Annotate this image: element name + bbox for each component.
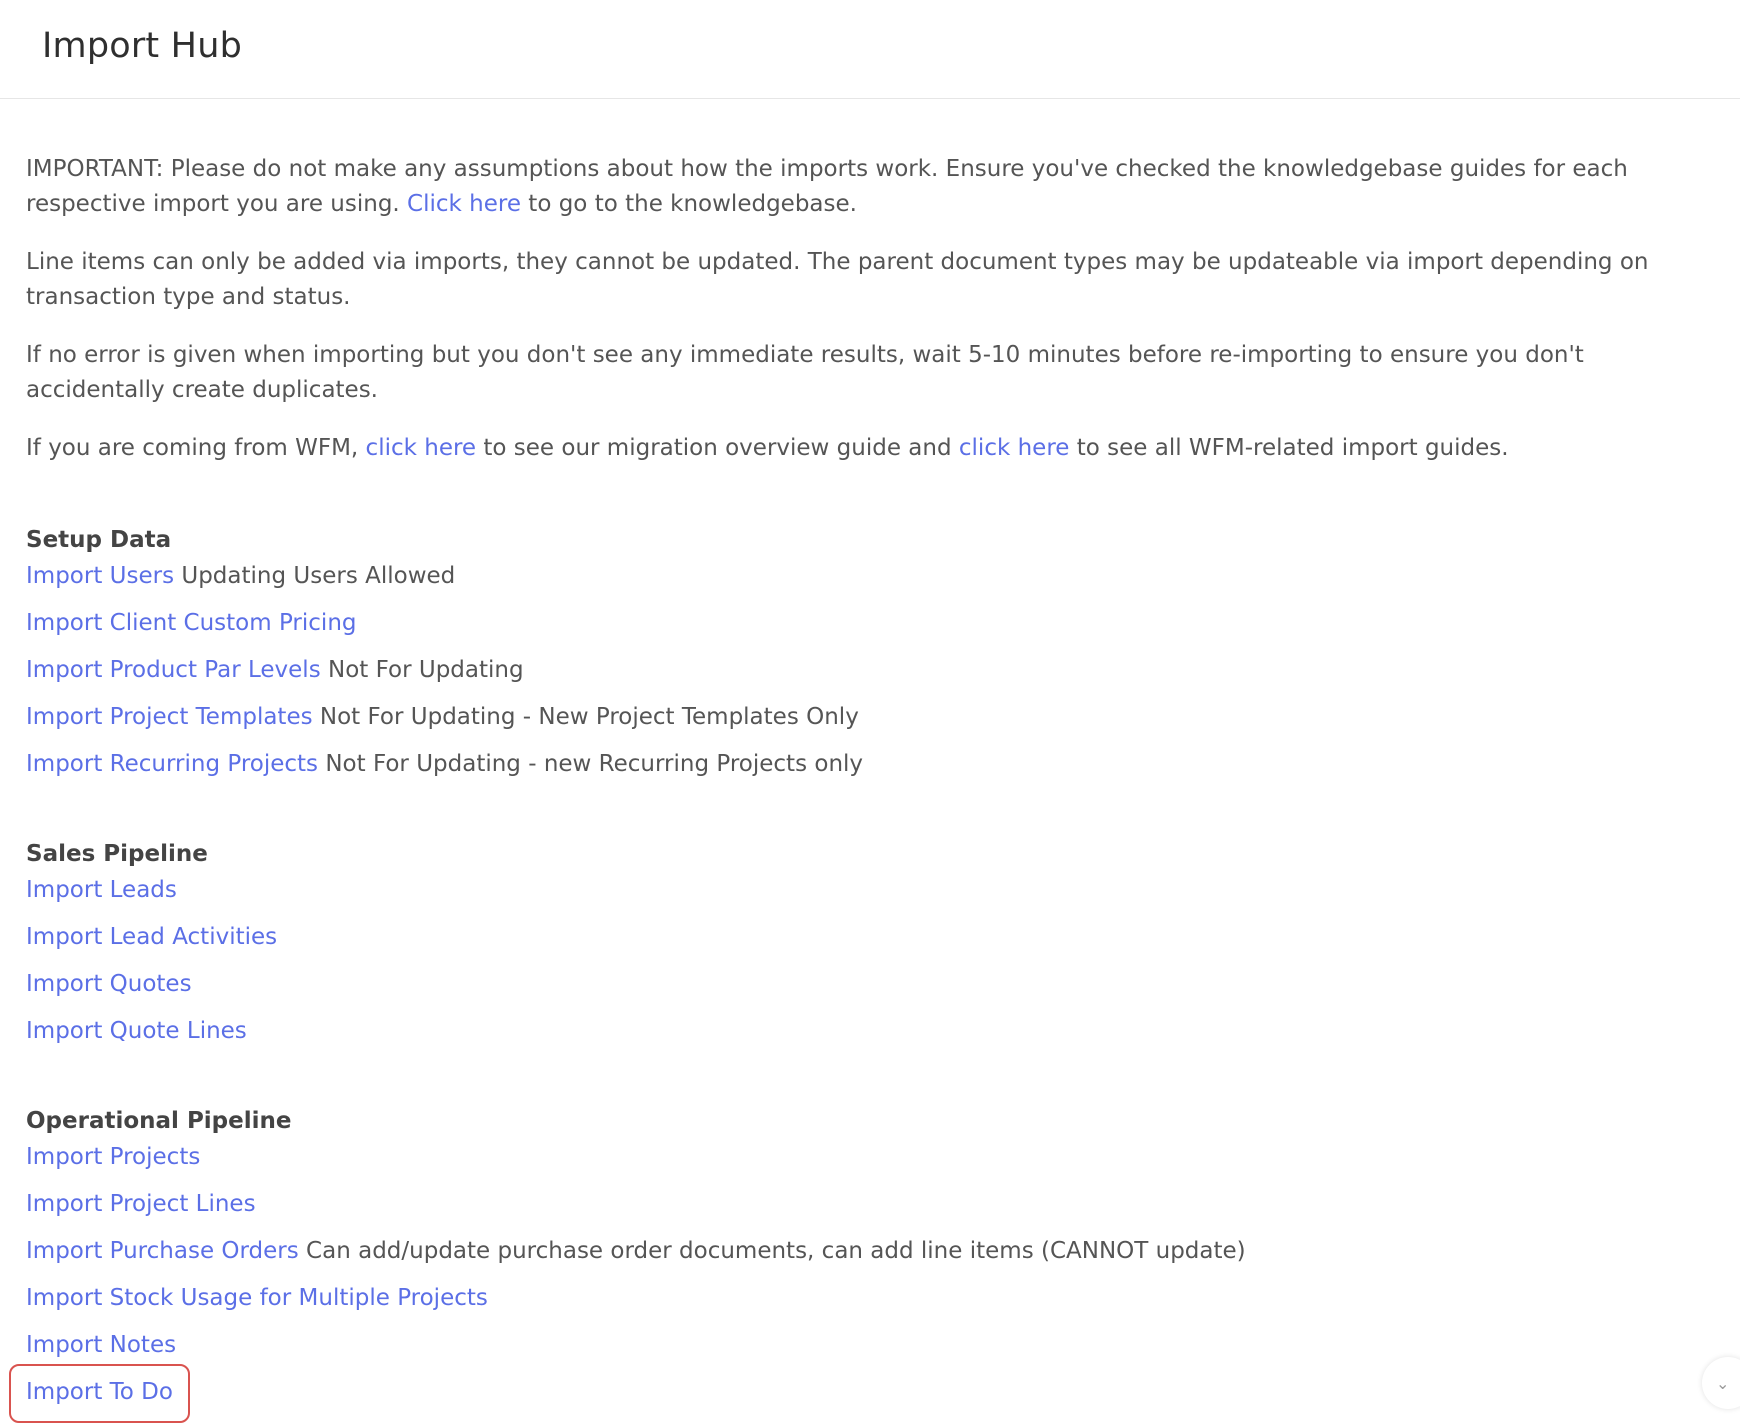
import-projects-link[interactable]: Import Projects (26, 1144, 201, 1170)
import-quotes-link[interactable]: Import Quotes (26, 971, 192, 997)
list-item (26, 1375, 173, 1410)
list-item (26, 1234, 1716, 1269)
import-product-par-levels-link[interactable]: Import Product Par Levels (26, 657, 321, 683)
import-project-lines-link[interactable]: Import Project Lines (26, 1191, 256, 1217)
list-item (26, 1014, 1716, 1049)
import-stock-usage-link[interactable]: Import Stock Usage for Multiple Projects (26, 1285, 488, 1311)
list-item (26, 559, 1716, 594)
chevron-down-icon: ⌄ (1716, 1373, 1730, 1393)
main-content (26, 152, 1716, 1422)
list-item (26, 920, 1716, 955)
section-title: Sales Pipeline (26, 841, 208, 867)
item-note: Not For Updating - New Project Templates Only (312, 704, 859, 730)
list-item (26, 1281, 1716, 1316)
list-item (26, 873, 1716, 908)
section-title: Setup Data (26, 527, 172, 553)
wfm-import-guides-link[interactable]: click here (958, 435, 1070, 461)
import-to-do-link[interactable]: Import To Do (26, 1379, 173, 1405)
list-item (26, 653, 1716, 688)
setup-data-section (26, 524, 1716, 782)
list-item (26, 967, 1716, 1002)
import-recurring-projects-link[interactable]: Import Recurring Projects (26, 751, 319, 777)
import-project-templates-link[interactable]: Import Project Templates (26, 704, 313, 730)
import-users-link[interactable]: Import Users (26, 563, 175, 589)
list-item (26, 1140, 1716, 1175)
line-items-note: Line items can only be added via imports, they cannot be updated. The parent document types may be updateable via import depending on transaction type and status. (26, 249, 1649, 310)
import-quote-lines-link[interactable]: Import Quote Lines (26, 1018, 247, 1044)
knowledgebase-link[interactable]: Click here (407, 191, 521, 217)
page-header (0, 0, 1740, 99)
list-item (26, 747, 1716, 782)
item-note: Not For Updating (320, 657, 524, 683)
sales-pipeline-section (26, 838, 1716, 1049)
section-title: Operational Pipeline (26, 1108, 292, 1134)
item-note: Updating Users Allowed (174, 563, 456, 589)
no-error-note: If no error is given when importing but you don't see any immediate results, wait 5-10 minutes before re-importing to ensure you don't accidentally create duplicates. (26, 342, 1584, 403)
import-client-custom-pricing-link[interactable]: Import Client Custom Pricing (26, 610, 357, 636)
import-purchase-orders-link[interactable]: Import Purchase Orders (26, 1238, 299, 1264)
list-item (26, 606, 1716, 641)
wfm-note: If you are coming from WFM, click here to see our migration overview guide and click here to see all WFM-related import guides. (26, 435, 1509, 461)
migration-guide-link[interactable]: click here (365, 435, 477, 461)
item-note: Can add/update purchase order documents, can add line items (CANNOT update) (298, 1238, 1246, 1264)
important-note: IMPORTANT: Please do not make any assumptions about how the imports work. Ensure you've checked the knowledgebase guides for each respective import you are using. Click here to go to the knowledgebase. (26, 156, 1628, 217)
import-notes-link[interactable]: Import Notes (26, 1332, 177, 1358)
item-note: Not For Updating - new Recurring Projects only (318, 751, 864, 777)
import-leads-link[interactable]: Import Leads (26, 877, 177, 903)
list-item (26, 1187, 1716, 1222)
list-item (26, 1328, 1716, 1363)
import-lead-activities-link[interactable]: Import Lead Activities (26, 924, 278, 950)
list-item (26, 700, 1716, 735)
operational-pipeline-section (26, 1105, 1716, 1422)
intro-notes (26, 152, 1716, 466)
page-title: Import Hub (42, 26, 243, 66)
